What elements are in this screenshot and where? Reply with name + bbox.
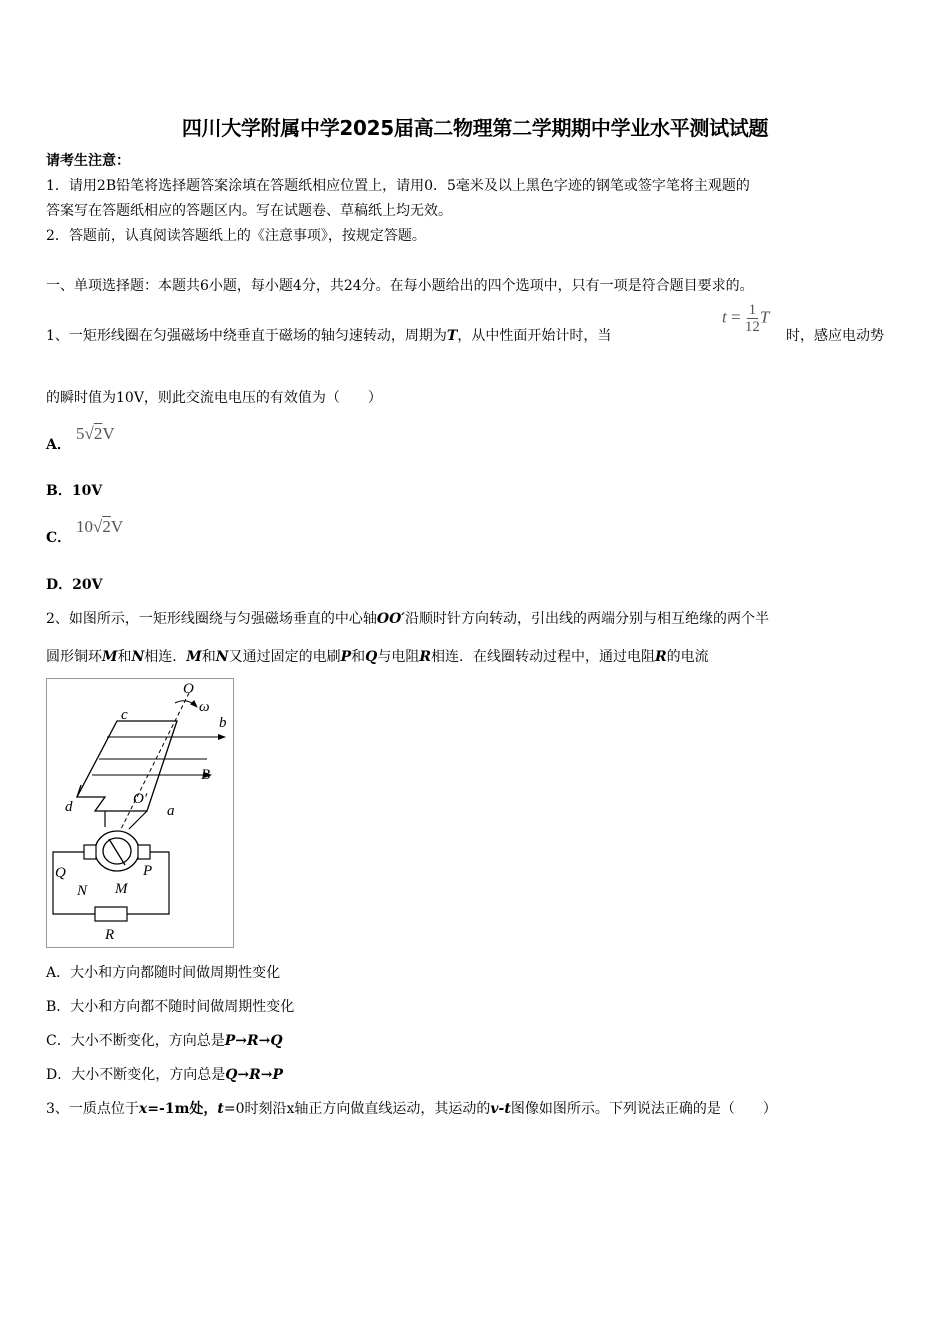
q2-option-d-path: Q→R→P	[225, 1067, 284, 1083]
rotation-axis	[121, 693, 189, 829]
q2-var: R	[419, 649, 431, 665]
q2-option-d-text: D．大小不断变化，方向总是	[46, 1067, 226, 1083]
q1-option-b: B．10V	[46, 483, 103, 499]
q2-option-d	[46, 1066, 283, 1084]
option-a-radicand: 2	[93, 424, 103, 443]
coil-outline	[77, 721, 177, 811]
q1-stem-line-2: 的瞬时值为10V，则此交流电电压的有效值为（ ）	[46, 390, 382, 406]
generator-figure	[46, 678, 234, 948]
q2-option-c-text: C．大小不断变化，方向总是	[46, 1033, 225, 1049]
q1-stem-c: 时，感应电动势	[786, 328, 884, 344]
q2-option-a: A．大小和方向都随时间做周期性变化	[46, 965, 281, 981]
q2-text: 与电阻	[377, 649, 420, 665]
q2-text: 和	[117, 649, 132, 665]
q1-option-a-label: A．	[46, 437, 71, 453]
q3-text: 3、一质点位于	[46, 1101, 139, 1117]
label-b: b	[219, 715, 227, 731]
label-M: M	[115, 881, 128, 897]
option-a-unit: V	[102, 424, 115, 443]
notice-line-1b: 答案写在答题纸相应的答题区内。写在试题卷、草稿纸上均无效。	[46, 203, 452, 219]
label-d: d	[65, 799, 73, 815]
formula-numerator: 1	[748, 302, 757, 318]
q1-option-d: D．20V	[46, 577, 103, 593]
q2-var: P	[340, 649, 352, 665]
q3-stem	[46, 1100, 777, 1118]
q2-stem-line-2	[46, 648, 709, 666]
label-c: c	[121, 707, 128, 723]
notice-line-2: 2．答题前，认真阅读答题纸上的《注意事项》，按规定答题。	[46, 228, 426, 244]
page-title: 四川大学附属中学2025届高二物理第二学期期中学业水平测试试题	[181, 116, 769, 140]
q3-var: v-t	[490, 1101, 511, 1117]
brush-p	[138, 845, 150, 859]
label-R: R	[105, 927, 115, 943]
q1-stem-b: ，从中性面开始计时，当	[457, 328, 612, 344]
external-circuit	[53, 852, 169, 914]
q2-text: 相连．	[144, 649, 187, 665]
resistor	[95, 907, 127, 921]
q3-text: =0时刻沿x轴正方向做直线运动，其运动的	[223, 1101, 491, 1117]
formula-t: t	[722, 307, 727, 327]
ring-gap	[109, 839, 125, 865]
q2-stem-a: 2、如图所示，一矩形线圈绕与匀强磁场垂直的中心轴	[46, 611, 377, 627]
q2-option-c-path: P→R→Q	[224, 1033, 283, 1049]
q2-stem-line-1	[46, 610, 769, 628]
label-N: N	[77, 883, 88, 899]
option-c-unit: V	[110, 517, 124, 536]
option-c-radicand: 2	[102, 517, 111, 536]
option-c-coef: 10	[76, 517, 93, 536]
q2-axis: OO′	[376, 611, 405, 627]
label-Q: Q	[55, 865, 66, 881]
q2-text: 和	[351, 649, 366, 665]
q2-var: N	[131, 649, 145, 665]
formula-fraction	[745, 302, 760, 335]
q1-option-c-value	[76, 517, 123, 537]
q2-var: R	[654, 649, 667, 665]
label-P: P	[143, 863, 153, 879]
q1-stem-line-1	[46, 327, 611, 345]
option-a-coef: 5	[76, 424, 85, 443]
q2-text: 相连．在线圈转动过程中，通过电阻	[430, 649, 655, 665]
label-O: O	[183, 681, 194, 697]
sqrt-sign: √	[93, 517, 103, 536]
q3-text: 图像如图所示。下列说法正确的是（ ）	[510, 1101, 777, 1117]
label-a: a	[167, 803, 175, 819]
label-B: B	[201, 767, 211, 783]
q2-var: N	[215, 649, 229, 665]
notice-heading: 请考生注意：	[46, 153, 130, 169]
q2-text: 圆形铜环	[46, 649, 102, 665]
formula-denominator: 12	[744, 319, 760, 335]
q2-option-b: B．大小和方向都不随时间做周期性变化	[46, 999, 295, 1015]
brush-q	[84, 845, 96, 859]
formula-T: T	[759, 307, 770, 327]
q1-time-formula	[722, 302, 769, 335]
q2-option-c	[46, 1032, 283, 1050]
sqrt-sign: √	[84, 424, 94, 443]
label-O-prime: O′	[133, 791, 148, 807]
q3-text: =-1m处，	[147, 1101, 218, 1117]
section-heading: 一、单项选择题：本题共6小题，每小题4分，共24分。在每小题给出的四个选项中，只有一项是符合题目要求的。	[46, 278, 754, 294]
q3-var: t	[217, 1101, 224, 1117]
coil-diagram-svg	[47, 679, 233, 947]
label-omega: ω	[199, 699, 210, 715]
q1-period-T: T	[446, 328, 458, 344]
q3-var: x	[138, 1101, 148, 1117]
q2-text: 和	[201, 649, 216, 665]
notice-line-1: 1．请用2B铅笔将选择题答案涂填在答题纸相应位置上，请用0．5毫米及以上黑色字迹的钢笔或签字笔将主观题的	[46, 178, 750, 194]
q2-stem-b: 沿顺时针方向转动，引出线的两端分别与相互绝缘的两个半	[405, 611, 769, 627]
q2-text: 的电流	[666, 649, 709, 665]
q1-option-a-value	[76, 424, 115, 444]
rotation-arrow-icon	[175, 701, 197, 707]
q2-var: M	[186, 649, 202, 665]
q2-var: Q	[365, 649, 378, 665]
q2-var: M	[102, 649, 118, 665]
q2-text: 又通过固定的电刷	[228, 649, 341, 665]
q1-stem-a: 1、一矩形线圈在匀强磁场中绕垂直于磁场的轴匀速转动，周期为	[46, 328, 447, 344]
q1-option-c-label: C．	[46, 530, 72, 546]
formula-eq: =	[730, 307, 741, 327]
